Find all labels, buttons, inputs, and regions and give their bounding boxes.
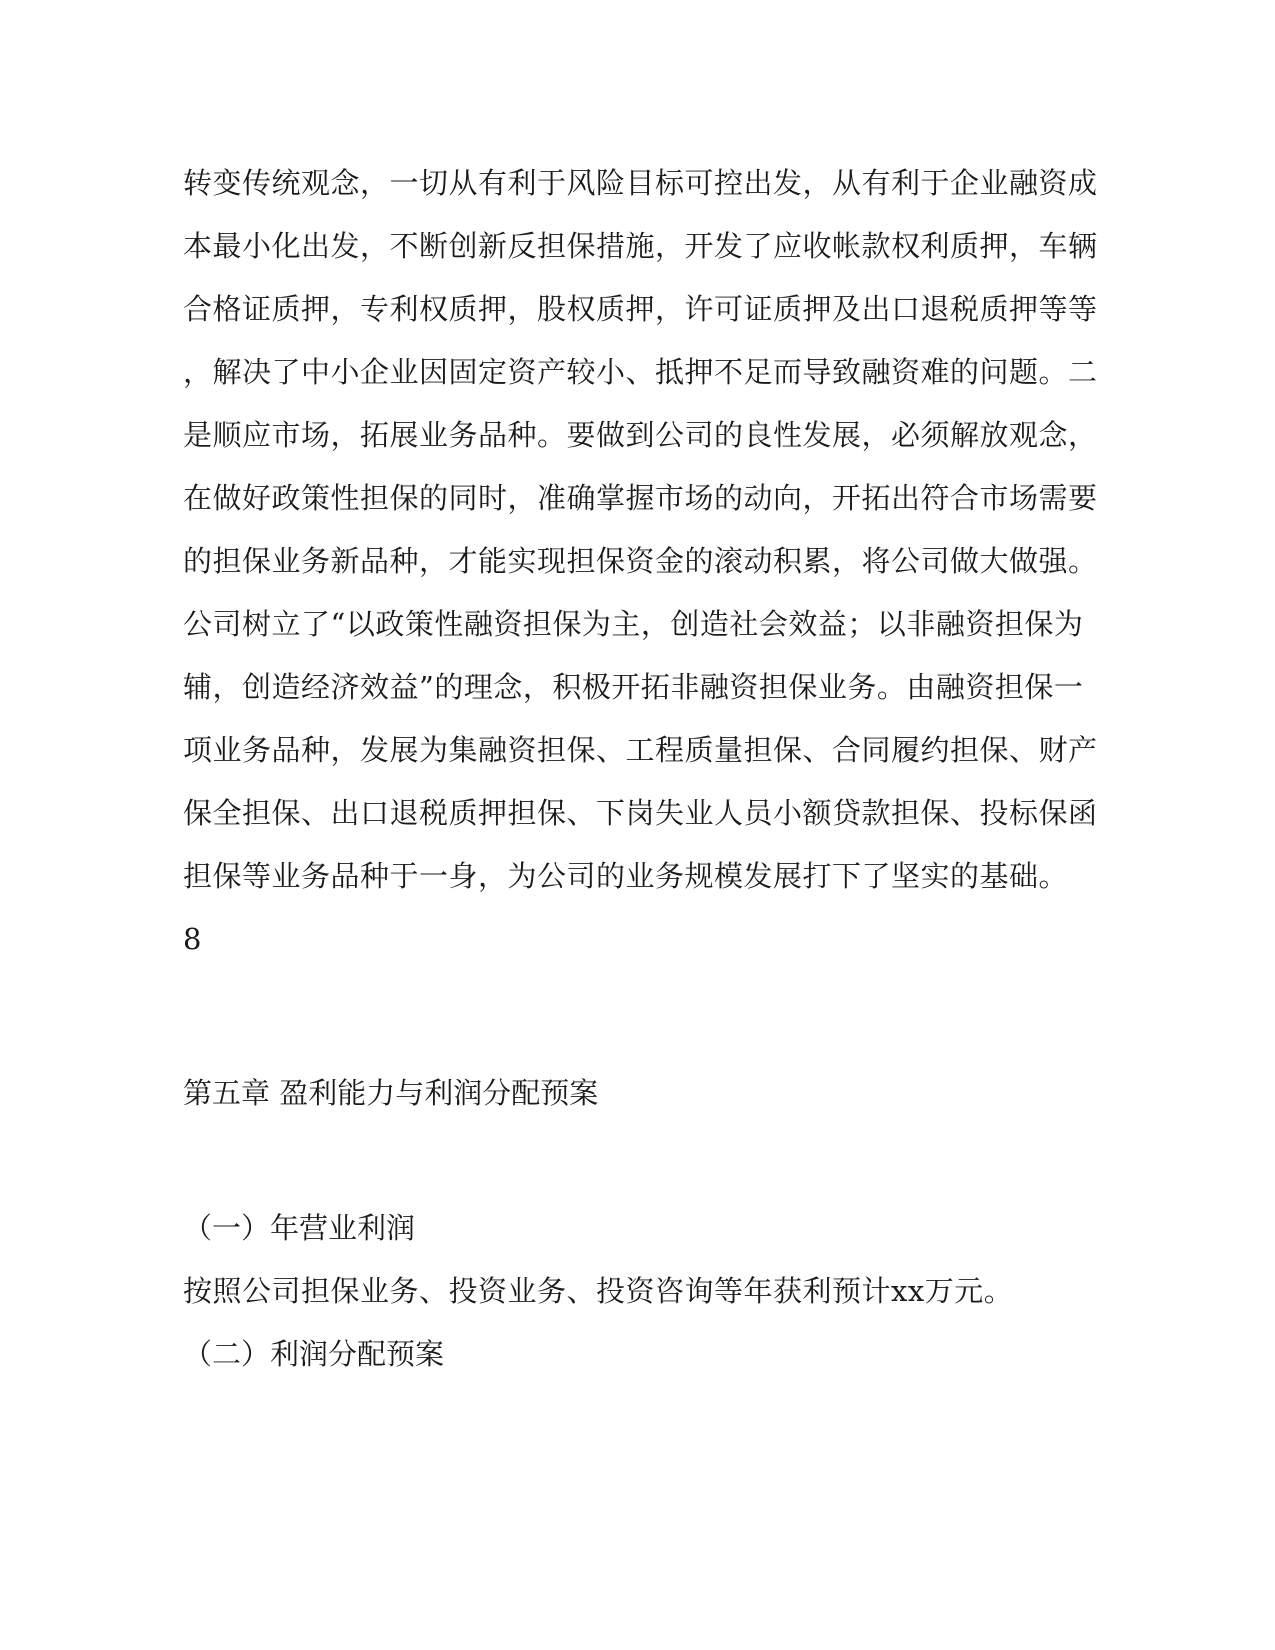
page-number: 8 [183, 922, 202, 956]
section-heading: （二）利润分配预案 [183, 1337, 445, 1371]
body-text-line: 本最小化出发，不断创新反担保措施，开发了应收帐款权利质押，车辆 [183, 229, 1098, 263]
body-text-line: 担保等业务品种于一身，为公司的业务规模发展打下了坚实的基础。 [183, 859, 1069, 893]
body-text-line: ，解决了中小企业因固定资产较小、抵押不足而导致融资难的问题。二 [183, 355, 1098, 389]
body-text-line: 合格证质押，专利权质押，股权质押，许可证质押及出口退税质押等等 [183, 292, 1098, 326]
body-text-line: 的担保业务新品种，才能实现担保资金的滚动积累，将公司做大做强。 [183, 544, 1098, 578]
chapter-title: 第五章 盈利能力与利润分配预案 [183, 1076, 599, 1110]
body-text-line: 在做好政策性担保的同时，准确掌握市场的动向，开拓出符合市场需要 [183, 481, 1098, 515]
body-text-line: 辅，创造经济效益”的理念，积极开拓非融资担保业务。由融资担保一 [183, 670, 1084, 704]
body-text-line: 项业务品种，发展为集融资担保、工程质量担保、合同履约担保、财产 [183, 733, 1098, 767]
section-text: 按照公司担保业务、投资业务、投资咨询等年获利预计xx万元。 [183, 1274, 1014, 1308]
body-text-line: 是顺应市场，拓展业务品种。要做到公司的良性发展，必须解放观念， [183, 418, 1098, 452]
body-text-line: 转变传统观念，一切从有利于风险目标可控出发，从有利于企业融资成 [183, 166, 1098, 200]
section-heading: （一）年营业利润 [183, 1211, 416, 1245]
body-text-line: 保全担保、出口退税质押担保、下岗失业人员小额贷款担保、投标保函 [183, 796, 1098, 830]
body-text-line: 公司树立了“以政策性融资担保为主，创造社会效益；以非融资担保为 [183, 607, 1084, 641]
